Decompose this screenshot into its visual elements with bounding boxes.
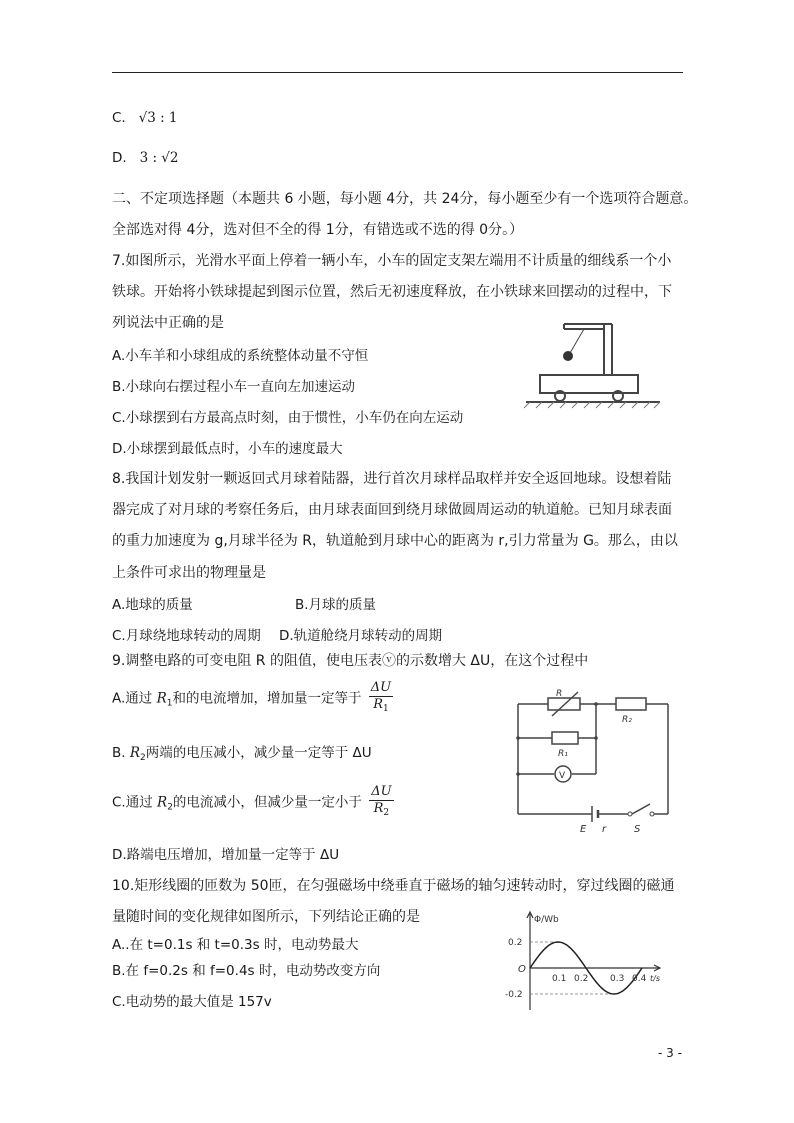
q7-stem-line3: 列说法中正确的是 [112, 315, 224, 331]
q9-option-a: A.通过 $R_1$和的电流增加，增加量一定等于 $\frac{\Delta U}{R_1}$ [112, 680, 393, 717]
q8-stem-line3: 的重力加速度为 g,月球半径为 R，轨道舱到月球中心的距离为 r,引力常量为 G。那么，由以 [112, 533, 678, 549]
label-r1: R₁ [558, 749, 568, 759]
label-e: E [580, 824, 587, 835]
q7-option-c: C.小球摆到右方最高点时刻，由于惯性，小车仍在向左运动 [112, 410, 464, 426]
q7-option-a: A.小车羊和小球组成的系统整体动量不守恒 [112, 348, 369, 364]
x-tick-3: 0.3 [610, 974, 625, 984]
flux-time-graph [500, 908, 670, 1020]
y-axis-label: Φ/Wb [534, 915, 559, 925]
x-tick-1: 0.1 [552, 974, 567, 984]
x-unit: t/s [650, 974, 660, 983]
section-heading-line1: 二、不定项选择题（本题共 6 小题，每小题 4分，共 24分，每小题至少有一个选项符合题意。 [112, 191, 698, 207]
cart-pendulum-figure [520, 318, 670, 410]
q8-option-c: C.月球绕地球转动的周期 [112, 628, 261, 644]
q8-option-a: A.地球的质量 [112, 597, 193, 613]
header-rule [112, 72, 683, 73]
q8-option-b: B.月球的质量 [295, 597, 377, 613]
q9-stem: 9.调整电路的可变电阻 R 的阻值，使电压表ⓥ的示数增大 ΔU，在这个过程中 [112, 653, 589, 669]
label-r2: R₂ [622, 715, 632, 725]
q7-option-b: B.小球向右摆过程小车一直向左加速运动 [112, 379, 356, 395]
q8-option-d: D.轨道舱绕月球转动的周期 [279, 628, 443, 644]
y-tick-neg: -0.2 [505, 990, 523, 1000]
option-c-prev: C. √3 : 1 [112, 110, 178, 126]
q9-option-b: B. $R_2$两端的电压减小，减少量一定等于 ΔU [112, 745, 372, 763]
origin-label: O [518, 964, 526, 975]
q7-stem-line2: 铁球。开始将小铁球提起到图示位置，然后无初速度释放，在小铁球来回摆动的过程中，下 [112, 284, 672, 300]
label-r-internal: r [602, 824, 607, 835]
label-voltmeter: V [559, 771, 566, 781]
x-tick-4: 0.4 [632, 974, 647, 984]
fraction-du-over-r2: $\frac{\Delta U}{R_2}$ [371, 784, 392, 818]
circuit-diagram [512, 686, 672, 836]
section-heading-line2: 全部选对得 4分，选对但不全的得 1分，有错选或不选的得 0分。） [112, 222, 524, 238]
option-d-prev: D. 3 : √2 [112, 150, 179, 166]
q10-stem-line2: 量随时间的变化规律如图所示，下列结论正确的是 [112, 909, 420, 925]
q9-option-c: C.通过 $R_2$的电流减小，但减少量一定小于 $\frac{\Delta U}{R_2}$ [112, 784, 394, 821]
q10-option-b: B.在 f=0.2s 和 f=0.4s 时，电动势改变方向 [112, 963, 381, 979]
q10-option-a: A..在 t=0.1s 和 t=0.3s 时，电动势最大 [112, 937, 359, 953]
x-tick-2: 0.2 [574, 974, 589, 984]
q8-stem-line1: 8.我国计划发射一颗返回式月球着陆器，进行首次月球样品取样并安全返回地球。设想着陆 [112, 471, 672, 487]
label-s: S [634, 824, 641, 835]
q8-stem-line2: 器完成了对月球的考察任务后，由月球表面回到绕月球做圆周运动的轨道舱。已知月球表面 [112, 502, 672, 518]
q7-stem-line1: 7.如图所示，光滑水平面上停着一辆小车，小车的固定支架左端用不计质量的细线系一个小 [112, 253, 672, 269]
y-tick-pos: 0.2 [508, 938, 523, 948]
q10-stem-line1: 10.矩形线圈的匝数为 50匝，在匀强磁场中绕垂直于磁场的轴匀速转动时，穿过线圈的磁通 [112, 878, 675, 894]
q9-option-d: D.路端电压增加，增加量一定等于 ΔU [112, 847, 340, 863]
q10-option-c: C.电动势的最大值是 157v [112, 994, 272, 1010]
q8-stem-line4: 上条件可求出的物理量是 [112, 565, 266, 581]
fraction-du-over-r1: $\frac{\Delta U}{R_1}$ [370, 680, 392, 714]
label-r: R [556, 689, 563, 699]
iron-ball [563, 351, 573, 361]
page-number: - 3 - [658, 1046, 682, 1060]
q7-option-d: D.小球摆到最低点时，小车的速度最大 [112, 441, 343, 457]
